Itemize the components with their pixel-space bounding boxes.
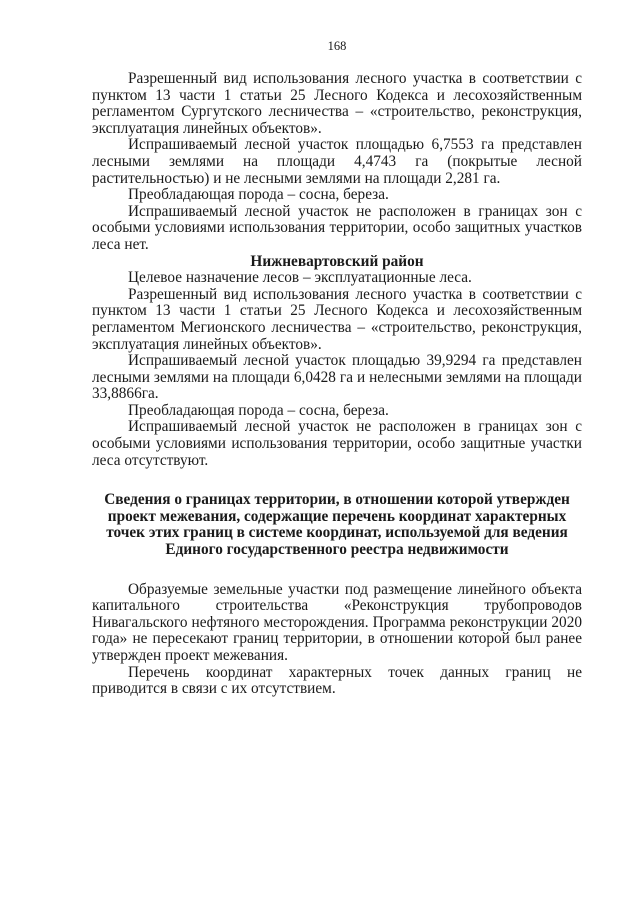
paragraph-surgut-permitted-use: Разрешенный вид использования лесного участка в соответствии с пунктом 13 части 1 статьи 25 Лесного Кодекса и лесохозяйственным регламентом Сургутского лесничества – «строительство, реконструкция, эксплуатация линейных объектов». — [92, 70, 582, 137]
paragraph-district-zones: Испрашиваемый лесной участок не расположен в границах зон с особыми условиями использования территории, особо защитные участки леса отсутствуют. — [92, 418, 582, 469]
section-title — [92, 492, 582, 558]
spacer — [92, 559, 582, 582]
section-title-line: Единого государственного реестра недвижимости — [165, 541, 509, 559]
paragraph-district-species: Преобладающая порода – сосна, береза. — [128, 401, 389, 419]
paragraph-land-plots: Образуемые земельные участки под размещение линейного объекта капитального строительства «Реконструкция трубопроводов Нивагальского нефтяного месторождения. Программа реконструкции 2020 года» не пересекают границ территории, в отношении которой был ранее утвержден проект межевания. — [92, 580, 582, 664]
paragraph-surgut-zones: Испрашиваемый лесной участок не расположен в границах зон с особыми условиями использования территории, особо защитных участков леса нет. — [92, 202, 582, 253]
paragraph-surgut-species: Преобладающая порода – сосна, береза. — [128, 186, 389, 204]
section-title-line: Сведения о границах территории, в отношении которой утвержден — [104, 491, 570, 509]
paragraph-district-purpose: Целевое назначение лесов – эксплуатационные леса. — [128, 269, 472, 287]
document-body — [92, 71, 582, 698]
section-title-line: проект межевания, содержащие перечень координат характерных — [107, 507, 567, 525]
paragraph-district-area: Испрашиваемый лесной участок площадью 39,9294 га представлен лесными землями на площади 6,0428 га и нелесными землями на площади 33,8866га. — [92, 352, 582, 403]
page-number: 168 — [327, 39, 347, 53]
paragraph-district-permitted-use: Разрешенный вид использования лесного участка в соответствии с пунктом 13 части 1 статьи 25 Лесного Кодекса и лесохозяйственным регламентом Мегионского лесничества – «строительство, реконструкция, эксплуатация линейных объектов». — [92, 285, 582, 353]
paragraph-surgut-area: Испрашиваемый лесной участок площадью 6,7553 га представлен лесными землями на площади 4,4743 га (покрытые лесной растительностью) и не лесными землями на площади 2,281 га. — [92, 136, 582, 187]
paragraph-coordinates-list: Перечень координат характерных точек данных границ не приводится в связи с их отсутствием. — [92, 663, 582, 698]
section-title-line: точек этих границ в системе координат, используемой для ведения — [106, 524, 568, 542]
district-heading: Нижневартовский район — [250, 252, 424, 270]
